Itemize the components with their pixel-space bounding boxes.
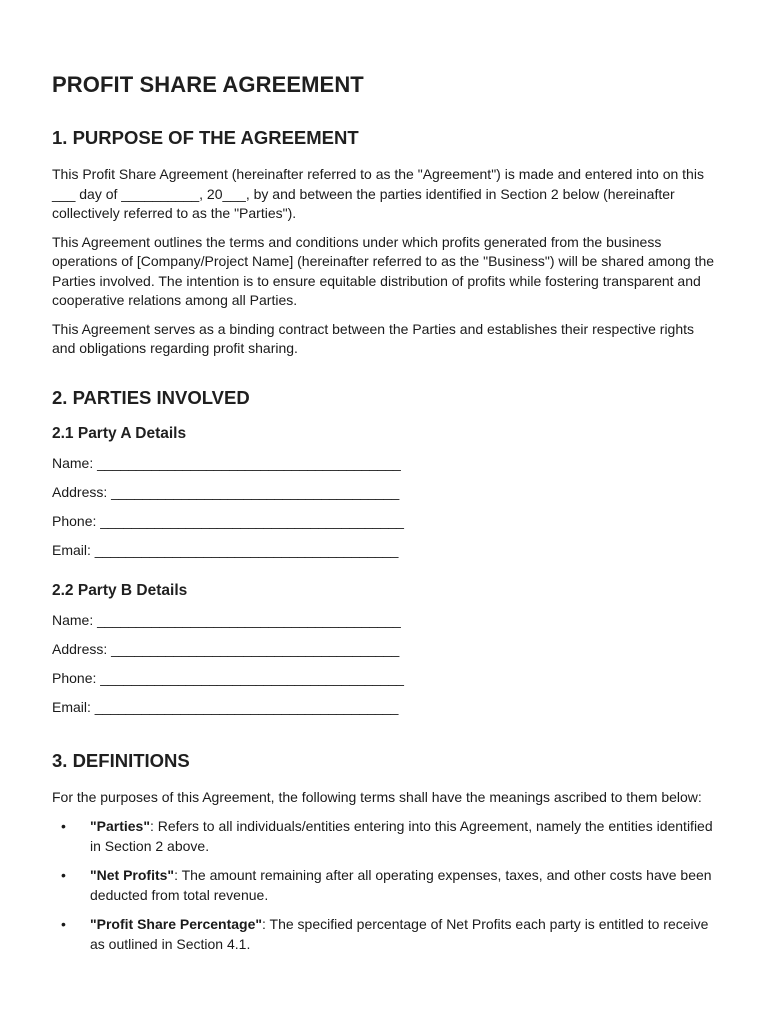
section-1-heading: 1. PURPOSE OF THE AGREEMENT [52, 127, 359, 148]
definition-term: "Parties" [90, 818, 150, 834]
definition-text: : The amount remaining after all operating expenses, taxes, and other costs have been deducted from total revenue. [90, 867, 712, 903]
bullet-icon: • [61, 818, 66, 834]
party-a-phone-field: Phone: _______________________________________ [52, 512, 404, 529]
bullet-icon: • [61, 867, 66, 883]
definition-item [52, 915, 718, 954]
party-a-email-field: Email: _______________________________________ [52, 541, 399, 558]
party-b-details [52, 582, 718, 718]
party-b-address-field: Address: _____________________________________ [52, 641, 400, 657]
definition-item [52, 817, 718, 856]
party-b-name-field: Name: _______________________________________ [52, 612, 401, 628]
section-3-intro: For the purposes of this Agreement, the following terms shall have the meanings ascribed to them below: [52, 788, 702, 805]
definition-item [52, 866, 718, 905]
definition-text: : Refers to all individuals/entities entering into this Agreement, namely the entities identified in Section 2 above. [90, 818, 713, 854]
party-b-email-field: Email: _______________________________________ [52, 699, 399, 715]
party-b-phone-field: Phone: _______________________________________ [52, 670, 404, 686]
party-a-details [52, 425, 718, 561]
definition-term: "Net Profits" [90, 867, 175, 883]
party-a-heading: 2.1 Party A Details [52, 424, 187, 442]
definition-text: : The specified percentage of Net Profits each party is entitled to receive as outlined in Section 4.1. [90, 916, 709, 952]
definition-term: "Profit Share Percentage" [90, 916, 262, 932]
section-1-paragraph: This Profit Share Agreement (hereinafter referred to as the "Agreement") is made and entered into on this ___ day of __________, 20___, by and between the parties identified in Section 2 below (hereinafter collectively referred to as the "Parties"). [52, 166, 704, 221]
section-1-paragraph: This Agreement serves as a binding contract between the Parties and establishes their respective rights and obligations regarding profit sharing. [52, 320, 695, 356]
bullet-icon: • [61, 916, 66, 932]
party-a-name-field: Name: _______________________________________ [52, 454, 401, 471]
party-a-address-field: Address: _____________________________________ [52, 483, 400, 500]
definitions-list [52, 817, 718, 954]
section-1-paragraph: This Agreement outlines the terms and conditions under which profits generated from the business operations of [Company/Project Name] (hereinafter referred to as the "Business") will be shared among the Parties involved. The intention is to ensure equitable distribution of profits while fostering transparent and cooperative relations among all Parties. [52, 233, 715, 308]
party-b-heading: 2.2 Party B Details [52, 582, 188, 599]
section-3-heading: 3. DEFINITIONS [52, 749, 190, 771]
section-2-heading: 2. PARTIES INVOLVED [52, 386, 250, 408]
document-title: PROFIT SHARE AGREEMENT [52, 72, 364, 97]
